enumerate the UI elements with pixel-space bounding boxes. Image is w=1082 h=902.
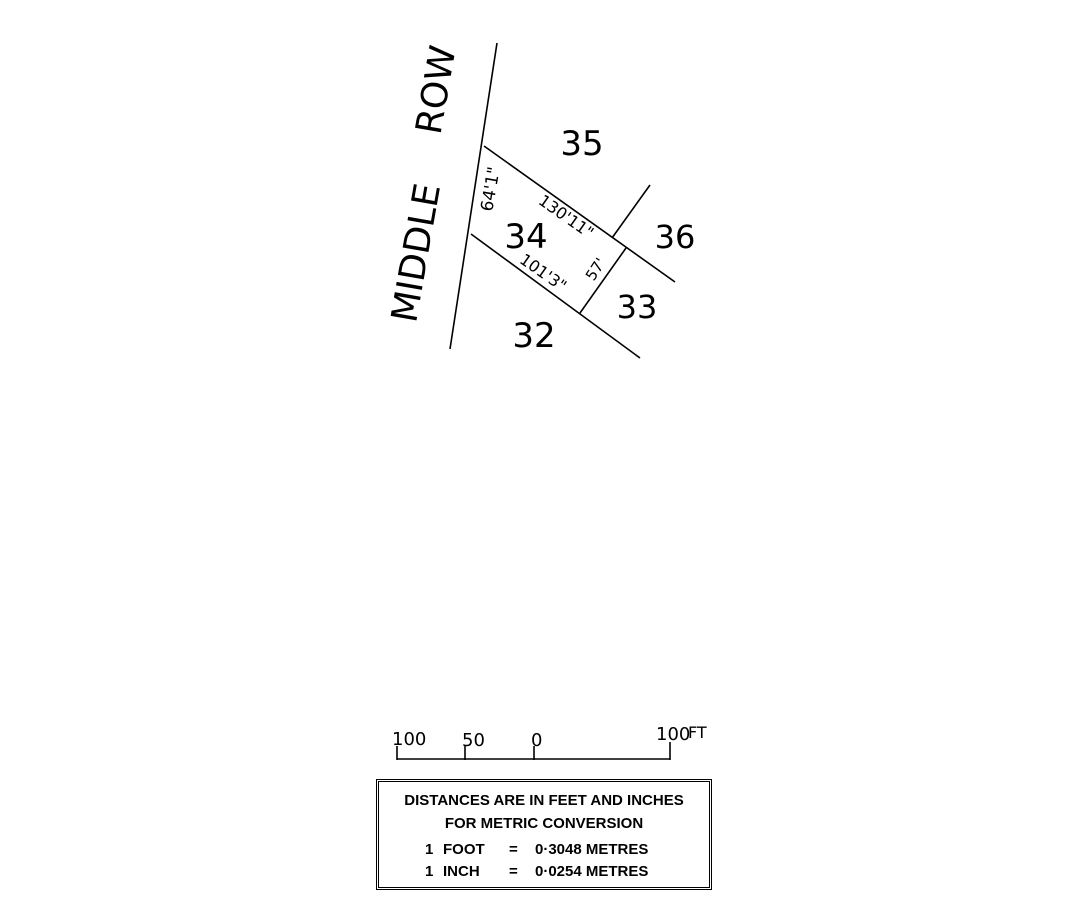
foot-value: 0·3048 METRES: [535, 841, 649, 858]
parcel-label-36: 36: [654, 218, 696, 256]
street-name-middle: MIDDLE: [384, 180, 450, 326]
parcel-label-35: 35: [560, 124, 604, 164]
conversion-subheading: FOR METRIC CONVERSION: [444, 815, 644, 832]
parcel-label-33: 33: [616, 288, 658, 326]
inch-unit: INCH: [443, 863, 480, 880]
scale-label-100-left: 100: [392, 729, 427, 750]
dimension-north-side: 130'11": [535, 190, 598, 243]
scale-label-100-right: 100: [656, 724, 691, 745]
scale-label-50: 50: [462, 730, 485, 751]
street-name-row: ROW: [408, 42, 465, 138]
inch-value: 0·0254 METRES: [535, 863, 649, 880]
scale-unit: FT: [688, 723, 707, 742]
metric-conversion-box: [376, 779, 712, 890]
foot-unit: FOOT: [443, 841, 485, 858]
inch-qty: 1: [425, 863, 434, 880]
foot-equals: =: [509, 841, 518, 858]
foot-qty: 1: [425, 841, 434, 858]
scale-label-0: 0: [531, 730, 543, 751]
dimension-front: 64'1": [477, 165, 505, 214]
inch-equals: =: [509, 863, 518, 880]
lot-35-36-divider: [612, 185, 650, 238]
conversion-heading: DISTANCES ARE IN FEET AND INCHES: [404, 792, 684, 809]
dimension-south-side: 101'3": [516, 249, 571, 296]
dimension-rear: 57': [581, 254, 610, 284]
parcel-label-32: 32: [512, 316, 556, 356]
parcel-label-34: 34: [504, 217, 548, 257]
scale-bar: [392, 723, 707, 760]
